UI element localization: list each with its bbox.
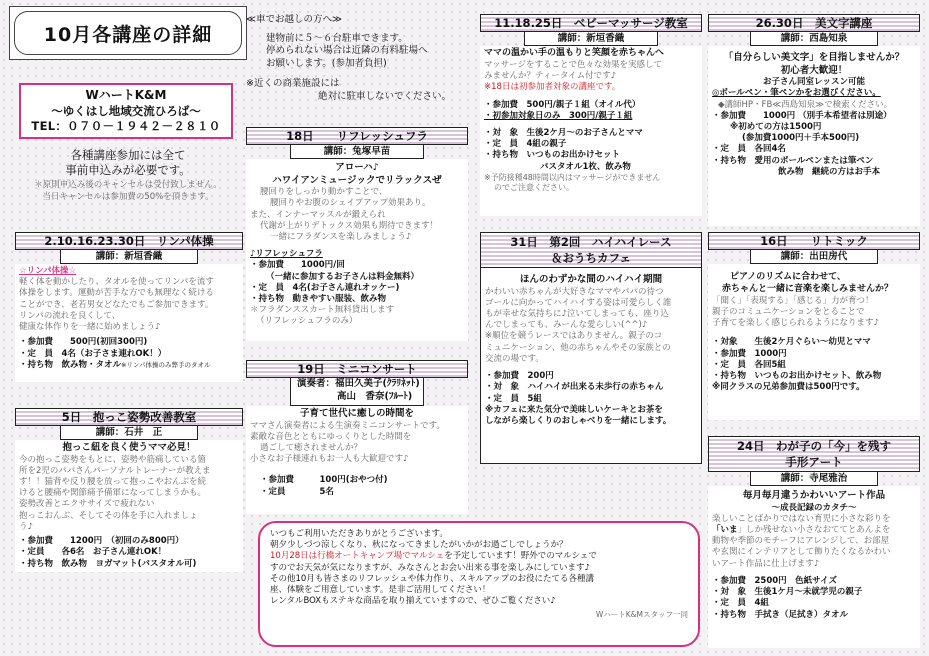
crawl-details [480, 268, 702, 464]
crawl-title-2: ＆おうちカフェ [551, 251, 631, 265]
art-details [708, 486, 920, 648]
rhythmic-desc-5: 子育てを楽しく感じられるようになります♪ [712, 318, 879, 329]
lymph-items-note: ※リンパ体操のみ弊手のタオル [121, 360, 211, 369]
parking-line-3: お願いします。(参加者負担) [266, 57, 387, 69]
refresh-fee: ・参加費 1000円/回 [250, 260, 345, 271]
baby-title: 11.18.25日 ベビーマッサージ教室 [494, 16, 688, 30]
rhythmic-teacher: 講師：出田房代 [750, 250, 878, 264]
baby-heading: ママの温かい手の温もりと笑顔を赤ちゃんへ [484, 48, 664, 58]
notice-line-1: 各種講座参加には全て [70, 148, 186, 162]
hug-items: ・持ち物 飲み物 ヨガマット(バスタオル可) [19, 558, 197, 569]
notice-line-3: ＊原則申込み後のキャンセルは受付致しません。 [34, 180, 222, 191]
rhythmic-details [708, 264, 920, 420]
message-line-3: 10月28日は行橋オートキャンプ場でマルシェを予定しています！野外でのマルシェで [270, 551, 597, 562]
lymph-details [15, 264, 243, 382]
rhythmic-fee: ・参加費 1000円 [712, 348, 787, 359]
hug-desc-5: 姿勢改善とエクササイズで疲れない [19, 499, 155, 510]
calligraphy-fee: ・参加費 1000円 （別手本希望者は別途） [712, 110, 892, 121]
rhythmic-desc-3: 「聞く」「表現する」「感じる」力が育つ！ [712, 295, 874, 306]
crawl-desc-1: かわいい赤ちゃんが大好きなママやパパの待つ [485, 286, 664, 297]
crawl-desc-6: ミュニケーション、他の赤ちゃんやその家族との [485, 342, 671, 353]
lymph-title-banner [15, 232, 243, 250]
concert-capacity: ・定員 5名 [260, 486, 334, 497]
page-title: 10月各講座の詳細 [43, 23, 213, 46]
parking-info [246, 14, 478, 126]
parking-line-4: ※近くの商業施設には [246, 78, 340, 90]
baby-desc-2: みませんか？ティータイム付です♪ [484, 71, 617, 82]
refresh-desc-5: 一緒にフラダンスを楽しみましょう♪ [270, 231, 412, 242]
baby-fee-first: ・初参加対象日のみ 300円/親子１組 [484, 110, 633, 121]
concert-performers [290, 378, 424, 406]
crawl-desc-7: 交流の場です。 [485, 353, 544, 364]
parking-line-2: 停められない場合は近隣の有料駐場へ [266, 45, 428, 57]
baby-target: ・対 象 生後2ケ月～のお子さんとママ [484, 127, 643, 138]
rhythmic-sibling-note: ※同クラスの兄弟参加費は500円です。 [712, 382, 865, 393]
org-name: WハートK&M [85, 88, 167, 102]
lymph-desc-4: リンパの流れを良くして、 [19, 310, 121, 321]
hug-desc-1: 今の抱っこ姿勢をもとに、姿勢や筋痛している箇 [19, 454, 207, 465]
hug-details [15, 440, 243, 572]
org-place: ～ゆくはし地域交流ひろば～ [51, 103, 201, 118]
baby-items-2: バスタオル1枚、飲み物 [540, 161, 631, 172]
art-heading-1: 毎月毎月違うかわいいアート作品 [742, 490, 886, 501]
message-line-5: その他10月も皆さまのリフレッシュや体力作り、スキルアップのお役にたてる各種講 [270, 573, 595, 584]
baby-teacher: 講師：新垣香織 [524, 32, 658, 46]
rhythmic-title-banner [708, 232, 920, 250]
calligraphy-items-2: 飲み物 継続の方はお手本 [778, 166, 881, 177]
baby-desc-3: ※18日は初参加者対象の講座です。 [484, 82, 621, 93]
parking-line-5: 絶対に駐車しないでください。 [318, 90, 452, 102]
concert-title-banner [246, 360, 468, 378]
organization-info [19, 83, 233, 139]
crawl-capacity: ・定 員 5組 [485, 393, 542, 404]
baby-details [480, 46, 702, 216]
notice-line-2: 事前申込みが必要です。 [65, 163, 191, 178]
hug-desc-7: う♪ [19, 521, 33, 532]
baby-note-1: ※予防接種48時間以内はマッサージができません [484, 172, 661, 182]
crawl-target: ・対 象 ハイハイが出来る未歩行の赤ちゃん [485, 382, 664, 393]
refresh-heading-2: ハワイアンミュージックでリラックスぜ [272, 174, 442, 186]
art-desc-2: 「いま」しか残せない小さなおててとあんよを [712, 524, 891, 535]
hug-teacher: 講師：石井 正 [60, 426, 198, 440]
refresh-desc-4: 代謝が上がりデトックス効果も期待できます！ [260, 220, 439, 231]
crawl-desc-2: ゴールに向かってハイハイする姿は可愛らしく誰 [485, 297, 672, 308]
lymph-fee: ・参加費 500円(初回300円) [19, 337, 148, 348]
org-phone: TEL：０７０－１９４２－２８１０ [31, 119, 221, 133]
concert-performer-2: 高山 香奈(ﾌﾙｰﾄ) [337, 390, 413, 402]
refresh-details [246, 159, 468, 341]
art-teacher: 講師：寺尾雅治 [750, 472, 878, 486]
lymph-title: 2.10.16.23.30日 リンパ体操 [44, 234, 214, 248]
lymph-items: ・持ち物 飲み物・タオル※リンパ体操のみ弊手のタオル [19, 359, 211, 370]
baby-fee: ・参加費 500円/親子１組（オイル代） [484, 99, 641, 110]
calligraphy-fee-detail: (参加費1000円＋手本500円) [742, 133, 860, 144]
concert-desc-2: 素敵な音色とともにゆっくりとした時間を [250, 431, 412, 442]
hug-desc-3: す！！猫背や反り腰を放って抱っこやおんぶを続 [19, 476, 207, 487]
page-title-frame [14, 11, 242, 55]
crawl-note-2: しながら楽しくりのおしゃべりを一緒にします。 [485, 415, 672, 426]
calligraphy-capacity: ・定 員 各回4名 [712, 144, 786, 155]
hug-desc-6: 抱っこおんぶ、そしてその体を手に入れましょ [19, 510, 198, 521]
calligraphy-details [708, 46, 920, 226]
calligraphy-items: ・持ち物 愛用のボールペンまたは筆ペン [712, 155, 874, 166]
concert-details [246, 406, 468, 514]
art-items: ・持ち物 手拭き（足拭き）タオル [712, 609, 849, 620]
refresh-note-1: ＊フラダンススカート無料貸出します [250, 305, 395, 316]
art-heading-2: ～成長記録のカタチ～ [771, 502, 857, 513]
hug-title-banner [15, 408, 243, 426]
concert-title: 19日 ミニコンサート [297, 362, 417, 376]
message-line-7: レンタルBOXもステキな商品を取り揃えていますので、ぜひご覧ください♪ [270, 596, 556, 607]
crawl-desc-4: んでしまっても、みーんな愛らしい(^^)♪ [485, 320, 648, 331]
concert-heading: 子育て世代に癒しの時間を [299, 408, 414, 419]
crawl-title-1: 31日 第2回 ハイハイレース [510, 235, 672, 249]
calligraphy-lesson: お子さん同室レッスン可能 [763, 77, 865, 88]
baby-title-banner [480, 14, 702, 32]
concert-desc-4: 小さなお子様連れもお一人も大歓迎です♪ [250, 454, 409, 465]
art-capacity: ・定 員 4組 [712, 598, 769, 609]
parking-line-1: 建物前に５～６台駐車できます。 [266, 32, 408, 44]
crawl-fee: ・参加費 200円 [485, 371, 554, 382]
rhythmic-desc-2: 赤ちゃんと一緒に音楽を楽しみませんか？ [722, 283, 894, 294]
registration-notice [14, 148, 242, 208]
art-desc-4: や玄関にインテリアとして飾りたくなるかわい [712, 547, 891, 558]
parking-heading: ≪車でお越しの方へ≫ [246, 14, 342, 25]
message-line-4: すのでお天気が気になりますが、みなさんとお会い出来る事を楽しみにしています♪ [270, 562, 590, 573]
crawl-desc-3: もが幸せな気持ちに♪泣いてしまっても、座り込 [485, 308, 669, 319]
hug-desc-4: けると腰痛や関節痛予備軍になってしまうかも。 [19, 488, 207, 499]
lymph-capacity: ・定 員 4名（お子さま連れOK！） [19, 348, 167, 359]
rhythmic-title: 16日 リトミック [760, 234, 868, 248]
calligraphy-title-banner [708, 14, 920, 32]
staff-message [258, 521, 700, 647]
refresh-note-2: （リフレッシュフラのみ） [256, 316, 358, 327]
refresh-heading-1: アローハ♪ [335, 162, 379, 173]
art-title-banner [708, 436, 920, 472]
rhythmic-desc-1: ピアノのリズムに合わせて、 [730, 272, 846, 282]
art-fee: ・参加費 2500円 色紙サイズ [712, 575, 837, 586]
calligraphy-title: 26.30日 美文字講座 [755, 16, 873, 30]
lymph-desc-2: 体操をします。運動が苦手な方でも無理なく続ける [19, 288, 214, 299]
message-line-1: いつもご利用いただきありがとうございます。 [270, 529, 448, 539]
art-desc-1: 楽しいことばかりではない育児に小さな彩りを [712, 513, 891, 524]
lymph-desc-1: 軽く体を動かしたり、タオルを使ってリンパを流す [19, 277, 214, 288]
lymph-desc-3: ことができ、老若男女どなたでもご参加できます。 [19, 299, 214, 310]
calligraphy-heading: 「自分らしい美文字」を目指しませんか？ [723, 52, 905, 63]
rhythmic-items: ・持ち物 いつものお出かけセット、飲み物 [712, 371, 882, 382]
rhythmic-desc-4: 親子のコミュニケーションをとることで [712, 306, 865, 317]
calligraphy-welcome: 初心者大歓迎！ [780, 64, 848, 76]
baby-desc-1: マッサージをすることで色々な効果を実感して [484, 59, 662, 70]
calligraphy-pen-note: ◎ボールペン・筆ペンかをお選びください。 [712, 88, 881, 99]
baby-items: ・持ち物 いつものお出かけセット [484, 150, 621, 161]
rhythmic-target: ・対象 生後2ケ月ぐらい～幼児とママ [712, 337, 871, 348]
hug-title: 5日 抱っこ姿勢改善教室 [61, 410, 197, 424]
page-title-box [9, 6, 247, 60]
art-target: ・対 象 生後1ケ月～未就学児の親子 [712, 587, 863, 598]
art-desc-3: 動物や季節のモチーフにアレンジして、お部屋 [712, 536, 890, 547]
baby-capacity: ・定 員 4組の親子 [484, 139, 567, 150]
crawl-desc-5: ※順位を競うレースではありません。親子のコ [485, 331, 663, 342]
hug-capacity: ・定員 各6名 お子さん連れOK！ [19, 547, 167, 558]
refresh-items: ・持ち物 動きやすい服装、飲み物 [250, 294, 387, 305]
hug-heading: 抱っこ紐を良く使うママ必見！ [62, 442, 196, 453]
lymph-heading: ☆リンパ体操☆ [19, 266, 77, 276]
notice-line-4: 当日キャンセルは参加費の50%を頂きます。 [42, 191, 214, 202]
lymph-desc-5: 健康な体作りを一緒に始めましょう♪ [19, 322, 161, 333]
concert-desc-3: 過ごして癒されませんか？ [260, 442, 363, 453]
calligraphy-search-note: ◆講師HP・FB≪西島知泉≫で検索ください。 [718, 99, 893, 110]
crawl-heading: ほんのわずかな間のハイハイ期間 [519, 274, 663, 285]
message-line-2: 朝夕少しづつ涼しくなり、秋になってきましたがいかがお過ごしでしょうか？ [270, 540, 568, 551]
concert-performer-1: 演奏者：福田久美子(ｸﾗﾘﾈｯﾄ) [297, 378, 420, 389]
refresh-subheading: ♪リフレッシュフラ [250, 249, 323, 260]
crawl-note-1: ※カフェに来た気分で美味しいケーキとお茶を [485, 404, 663, 415]
message-signature: WハートK&Mスタッフ一同 [595, 609, 688, 619]
refresh-desc-2: 腰回りやお腹のシェイプアップ効果あり。 [270, 198, 431, 209]
message-line-6: 座、体験をご用意しています。是非ご活用してください！ [270, 585, 491, 596]
refresh-desc-3: また、インナーマッスルが鍛えられ [250, 209, 386, 220]
art-desc-5: いアート作品に仕上げます♪ [712, 558, 820, 569]
hug-fee: ・参加費 1200円 （初回のみ800円） [19, 536, 184, 547]
rhythmic-capacity: ・定 員 各回5組 [712, 359, 786, 370]
refresh-capacity: ・定 員 4名(お子さん連れオッケー) [250, 282, 400, 293]
calligraphy-teacher: 講師：西島知泉 [750, 32, 878, 46]
concert-desc-1: ママさん演奏者による生演奏ミニコンサートです。 [250, 420, 445, 431]
baby-note-2: のでご注意ください。 [494, 183, 574, 193]
refresh-desc-1: 腰回りをしっかり動かすことで、 [260, 187, 388, 198]
refresh-teacher: 講師：兔塚早苗 [290, 145, 424, 159]
crawl-title-banner [480, 232, 702, 268]
calligraphy-fee-first: ※初めての方は1500円 [730, 121, 822, 132]
hug-desc-2: 所を2児のパパさんパーソナルトレーナーが教えま [19, 465, 211, 476]
lymph-teacher: 講師：新垣香織 [60, 250, 198, 264]
art-title-2: 手形アート [785, 455, 843, 469]
refresh-title: 18日 リフレッシュフラ [286, 129, 428, 143]
refresh-fee-note: （一緒に参加するお子さんは料金無料） [266, 271, 420, 282]
art-title-1: 24日 わが子の「今」を残す [736, 439, 891, 453]
concert-fee: ・参加費 100円(おやつ付) [260, 475, 388, 486]
refresh-title-banner [246, 127, 468, 145]
